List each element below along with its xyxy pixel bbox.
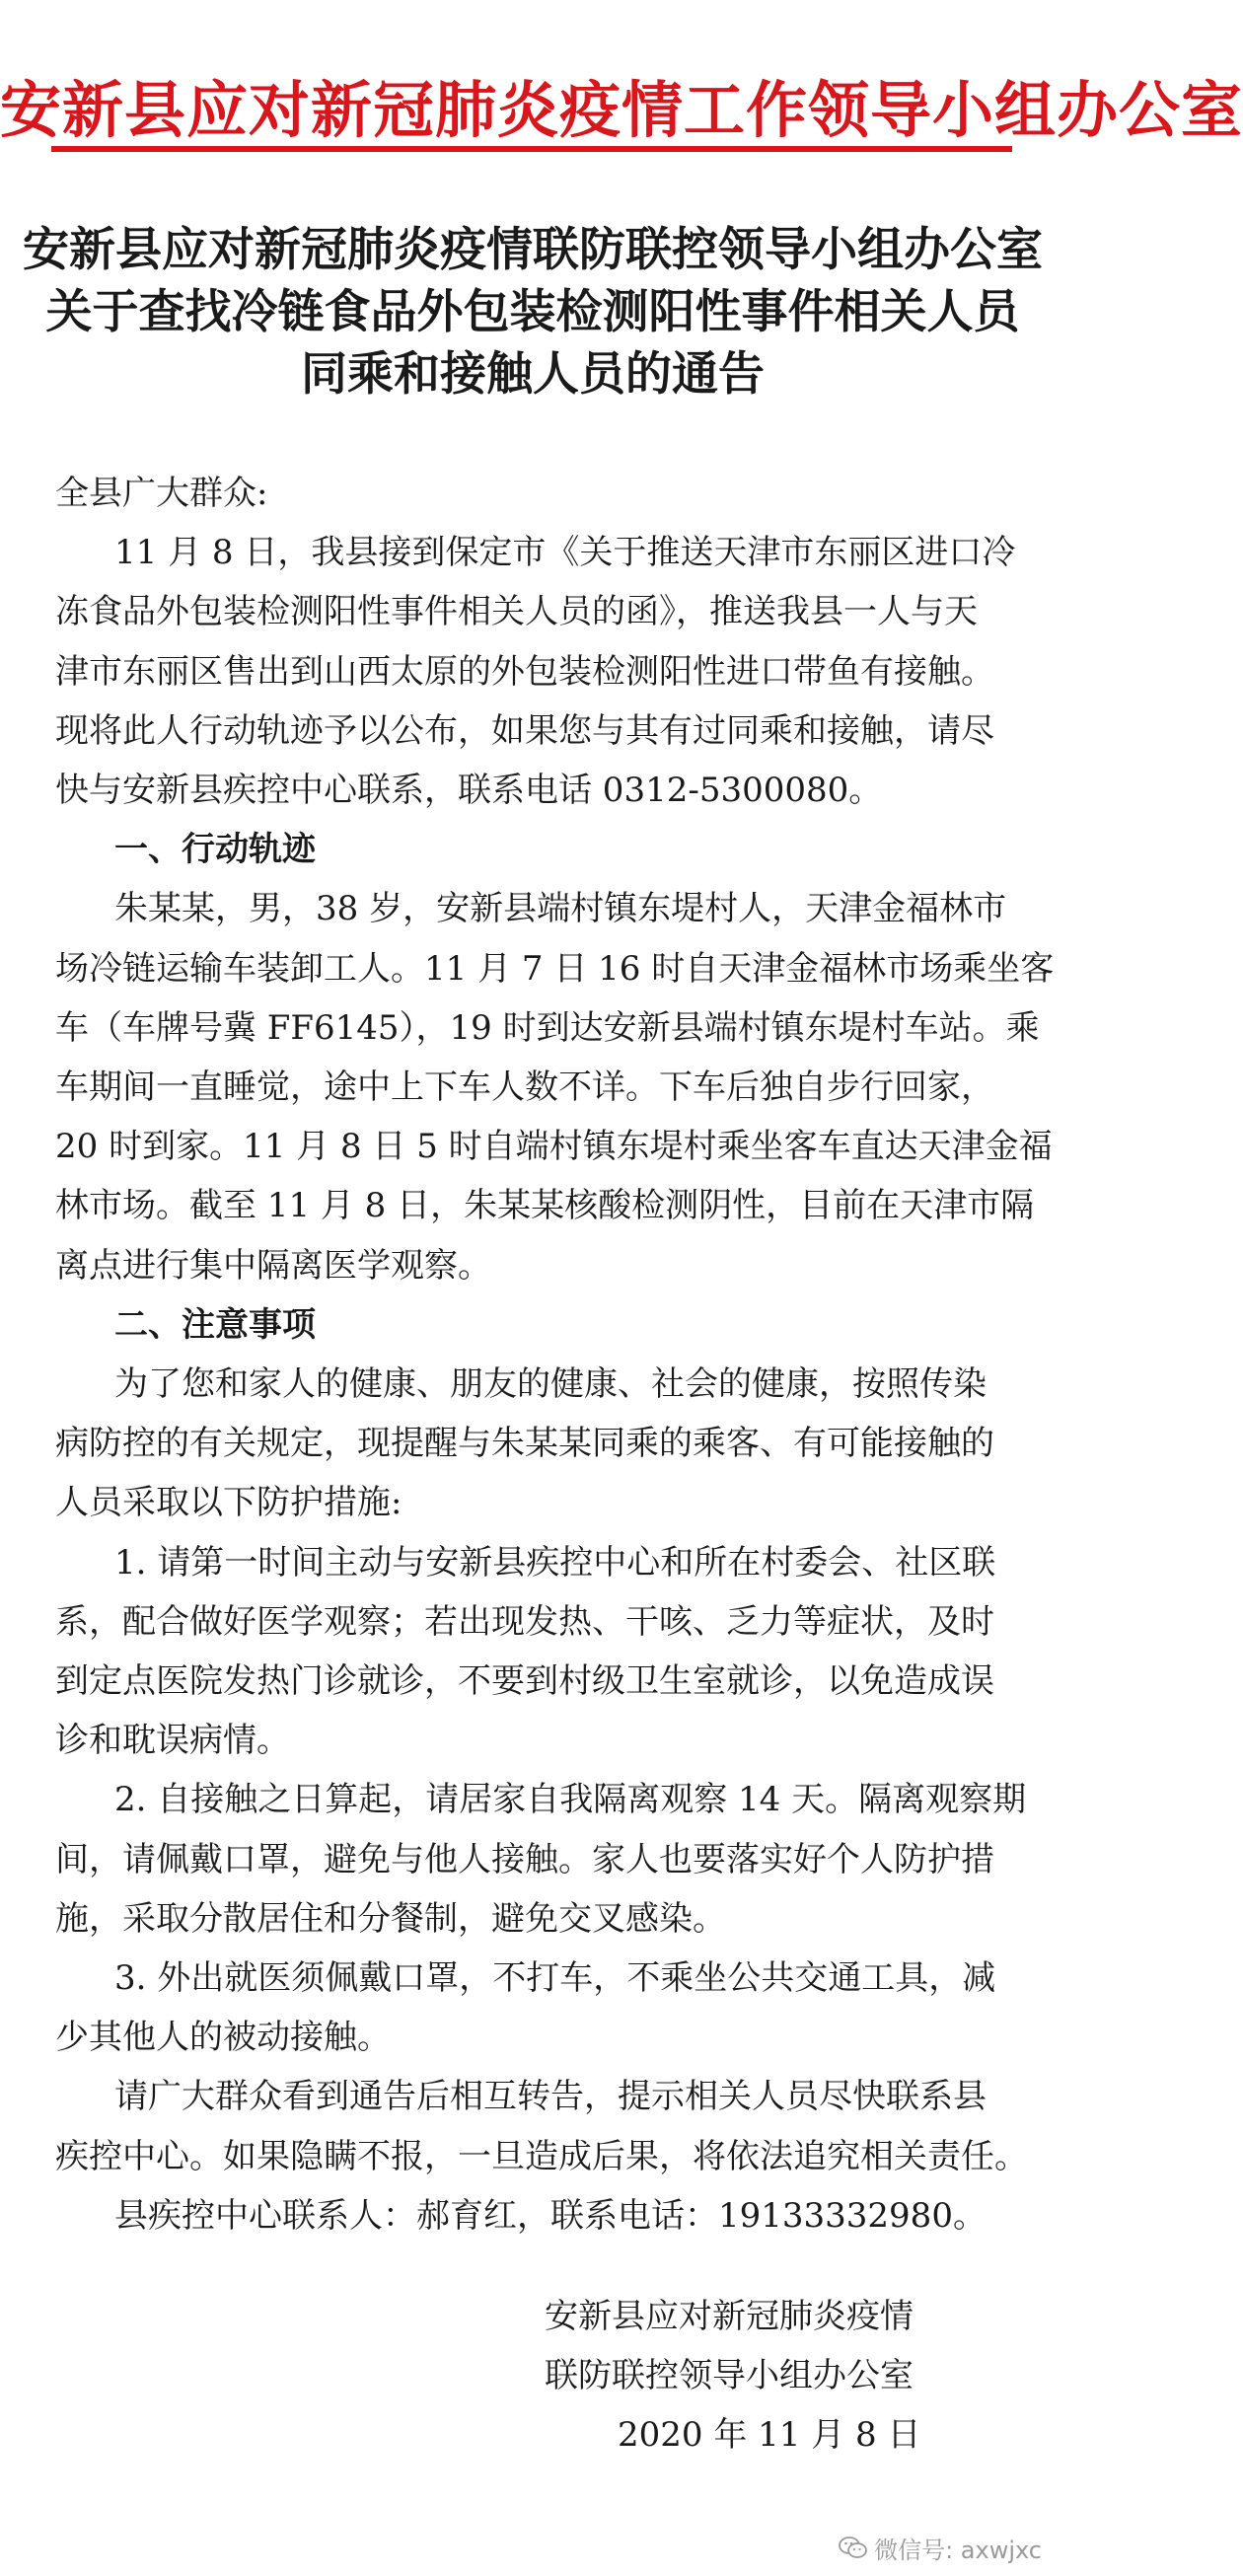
signature-line: 安新县应对新冠肺炎疫情 — [545, 2297, 914, 2336]
paragraph-line: 朱某某，男，38 岁，安新县端村镇东堤村人，天津金福林市 — [114, 889, 1007, 929]
paragraph-line: 人员采取以下防护措施: — [55, 1483, 402, 1523]
section-heading-itinerary: 一、行动轨迹 — [114, 830, 316, 870]
notice-title — [0, 219, 1065, 405]
wechat-icon — [839, 2536, 868, 2561]
signature-line: 联防联控领导小组办公室 — [545, 2356, 914, 2395]
paragraph-line: 疾控中心。如果隐瞒不报，一旦造成后果，将依法追究相关责任。 — [55, 2136, 1028, 2176]
paragraph-line: 为了您和家人的健康、朋友的健康、社会的健康，按照传染 — [114, 1364, 987, 1405]
title-line: 关于查找冷链食品外包装检测阳性事件相关人员 — [45, 285, 1020, 339]
list-item-line: 诊和耽误病情。 — [55, 1721, 290, 1761]
notice-body — [55, 464, 1055, 2245]
signature-date: 2020 年 11 月 8 日 — [618, 2415, 921, 2455]
paragraph-line: 请广大群众看到通告后相互转告，提示相关人员尽快联系县 — [114, 2077, 987, 2117]
paragraph-line: 林市场。截至 11 月 8 日，朱某某核酸检测阴性，目前在天津市隔 — [55, 1186, 1035, 1226]
list-item-line: 到定点医院发热门诊就诊，不要到村级卫生室就诊，以免造成误 — [55, 1661, 994, 1702]
paragraph-line: 车期间一直睡觉，途中上下车人数不详。下车后独自步行回家， — [55, 1067, 994, 1108]
title-line: 安新县应对新冠肺炎疫情联防联控领导小组办公室 — [23, 223, 1043, 277]
list-item-line: 2. 自接触之日算起，请居家自我隔离观察 14 天。隔离观察期 — [114, 1780, 1027, 1820]
list-item-line: 1. 请第一时间主动与安新县疾控中心和所在村委会、社区联 — [114, 1542, 996, 1582]
paragraph-line: 场冷链运输车装卸工人。11 月 7 日 16 时自天津金福林市场乘坐客 — [55, 948, 1055, 989]
paragraph-line: 现将此人行动轨迹予以公布，如果您与其有过同乘和接触，请尽 — [55, 710, 994, 751]
paragraph-line: 病防控的有关规定，现提醒与朱某某同乘的乘客、有可能接触的 — [55, 1424, 994, 1464]
paragraph-line: 车（车牌号冀 FF6145），19 时到达安新县端村镇东堤村车站。乘 — [55, 1007, 1040, 1048]
list-item-line: 施，采取分散居住和分餐制，避免交叉感染。 — [55, 1898, 726, 1939]
issuing-office-header: 安新县应对新冠肺炎疫情工作领导小组办公室 — [0, 74, 1243, 146]
paragraph-line: 离点进行集中隔离医学观察。 — [55, 1245, 491, 1286]
signature-block — [545, 2287, 920, 2465]
contact-line: 县疾控中心联系人：郝育红，联系电话：19133332980。 — [114, 2195, 987, 2236]
header-red-rule — [51, 146, 1012, 152]
paragraph-line: 冻食品外包装检测阳性事件相关人员的函》，推送我县一人与天 — [55, 592, 978, 632]
section-heading-precautions: 二、注意事项 — [114, 1304, 316, 1345]
list-item-line: 系，配合做好医学观察；若出现发热、干咳、乏力等症状，及时 — [55, 1601, 994, 1642]
paragraph-line: 20 时到家。11 月 8 日 5 时自端村镇东堤村乘坐客车直达天津金福 — [55, 1127, 1053, 1167]
watermark-text: 微信号: axwjxc — [874, 2537, 1042, 2564]
list-item-line: 少其他人的被动接触。 — [55, 2018, 391, 2058]
paragraph-line: 11 月 8 日，我县接到保定市《关于推送天津市东丽区进口冷 — [114, 533, 1016, 573]
title-line: 同乘和接触人员的通告 — [301, 347, 765, 402]
salutation: 全县广大群众: — [55, 474, 268, 513]
paragraph-line: 津市东丽区售出到山西太原的外包装检测阳性进口带鱼有接触。 — [55, 651, 994, 692]
wechat-watermark — [839, 2531, 1042, 2565]
list-item-line: 间，请佩戴口罩，避免与他人接触。家人也要落实好个人防护措 — [55, 1839, 994, 1879]
list-item-line: 3. 外出就医须佩戴口罩，不打车，不乘坐公共交通工具，减 — [114, 1958, 996, 1999]
paragraph-line: 快与安新县疾控中心联系，联系电话 0312-5300080。 — [55, 771, 883, 811]
